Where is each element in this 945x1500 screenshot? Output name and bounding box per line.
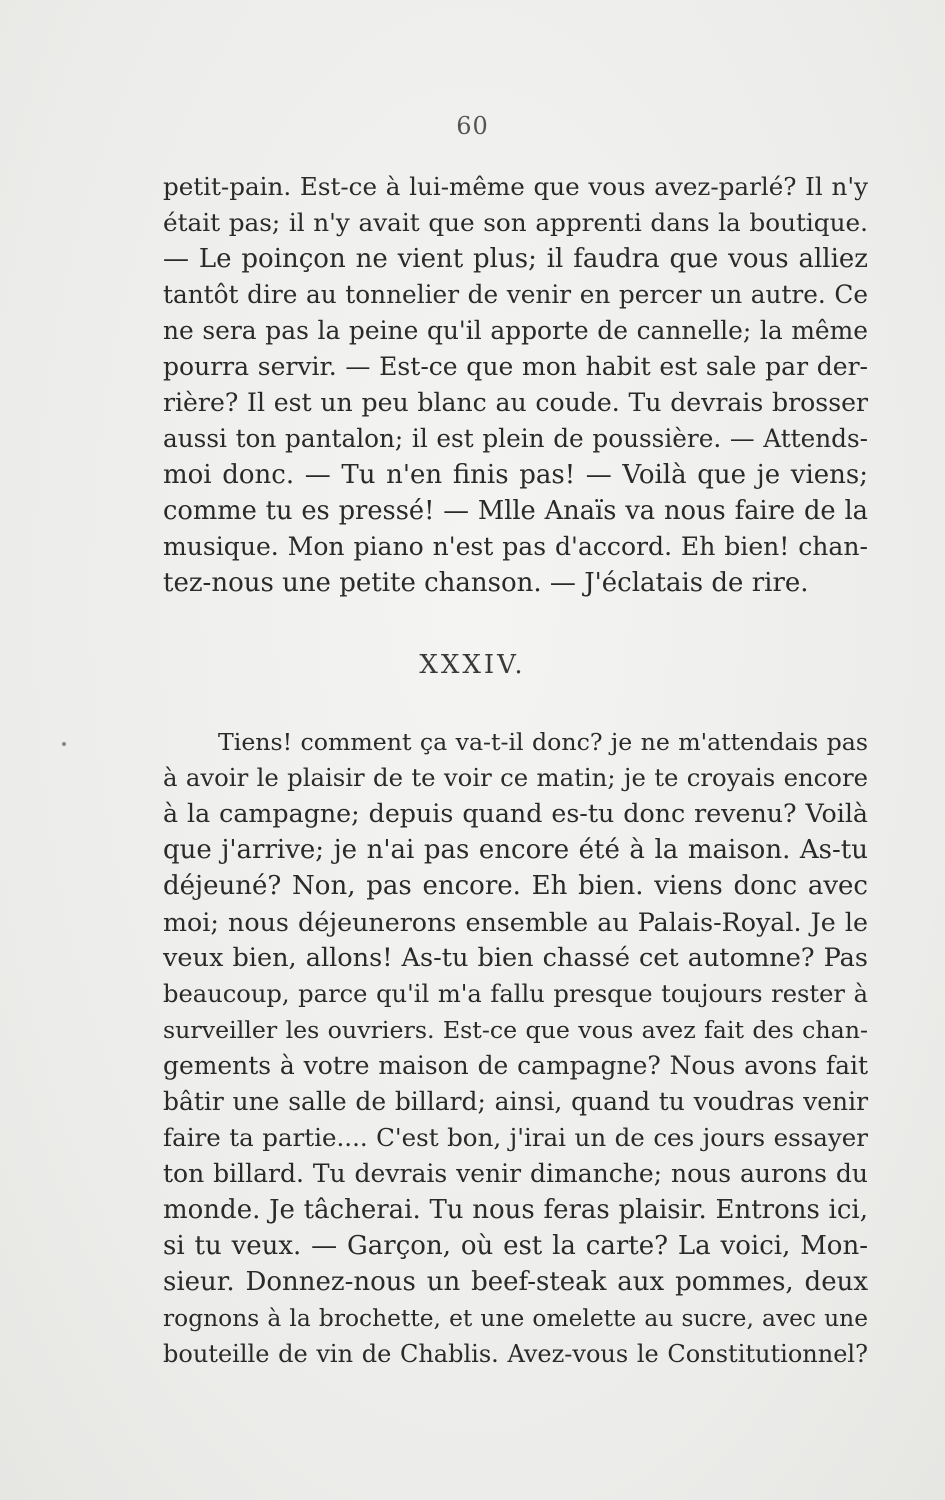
text-line: veux bien, allons! As-tu bien chassé cet automne? Pas xyxy=(163,943,868,973)
text-line: à avoir le plaisir de te voir ce matin; je te croyais encore xyxy=(163,763,868,792)
text-line: Tiens! comment ça va-t-il donc? je ne m'attendais pas xyxy=(218,728,868,756)
text-line: tez-nous une petite chanson. — J'éclatais de rire. xyxy=(163,568,809,598)
text-line: pourra servir. — Est-ce que mon habit est sale par der- xyxy=(163,352,868,381)
paper-speck xyxy=(62,742,66,746)
text-line: monde. Je tâcherai. Tu nous feras plaisir. Entrons ici, xyxy=(163,1195,868,1225)
text-line: à la campagne; depuis quand es-tu donc revenu? Voilà xyxy=(163,799,868,828)
text-line: déjeuné? Non, pas encore. Eh bien. viens donc avec xyxy=(163,871,868,901)
text-line: moi donc. — Tu n'en finis pas! — Voilà que je viens; xyxy=(163,460,868,490)
section-heading: XXXIV. xyxy=(419,650,526,680)
text-line: surveiller les ouvriers. Est-ce que vous avez fait des chan- xyxy=(163,1016,868,1044)
text-line: faire ta partie.... C'est bon, j'irai un de ces jours essayer xyxy=(163,1123,868,1152)
text-line: était pas; il n'y avait que son apprenti dans la boutique. xyxy=(163,208,868,237)
text-line: moi; nous déjeunerons ensemble au Palais-Royal. Je le xyxy=(163,907,868,937)
text-line: bâtir une salle de billard; ainsi, quand tu voudras venir xyxy=(163,1087,868,1116)
text-line: bouteille de vin de Chablis. Avez-vous le Constitutionnel? xyxy=(163,1340,868,1368)
text-line: gements à votre maison de campagne? Nous avons fait xyxy=(163,1051,868,1080)
page-number: 60 xyxy=(456,112,489,140)
text-line: si tu veux. — Garçon, où est la carte? La voici, Mon- xyxy=(163,1231,868,1261)
text-line: ne sera pas la peine qu'il apporte de cannelle; la même xyxy=(163,316,868,345)
text-line: rognons à la brochette, et une omelette au sucre, avec une xyxy=(163,1304,868,1332)
text-line: petit-pain. Est-ce à lui-même que vous avez-parlé? Il n'y xyxy=(163,172,868,201)
text-line: sieur. Donnez-nous un beef-steak aux pommes, deux xyxy=(163,1267,868,1297)
text-line: tantôt dire au tonnelier de venir en percer un autre. Ce xyxy=(163,280,868,309)
text-line: beaucoup, parce qu'il m'a fallu presque toujours rester à xyxy=(163,980,868,1008)
text-line: comme tu es pressé! — Mlle Anaïs va nous faire de la xyxy=(163,496,868,526)
text-line: rière? Il est un peu blanc au coude. Tu devrais brosser xyxy=(163,388,868,417)
text-line: — Le poinçon ne vient plus; il faudra que vous alliez xyxy=(163,244,868,274)
text-line: que j'arrive; je n'ai pas encore été à la maison. As-tu xyxy=(163,835,868,865)
text-line: aussi ton pantalon; il est plein de poussière. — Attends- xyxy=(163,424,868,453)
text-line: musique. Mon piano n'est pas d'accord. Eh bien! chan- xyxy=(163,532,868,561)
text-line: ton billard. Tu devrais venir dimanche; nous aurons du xyxy=(163,1159,868,1188)
